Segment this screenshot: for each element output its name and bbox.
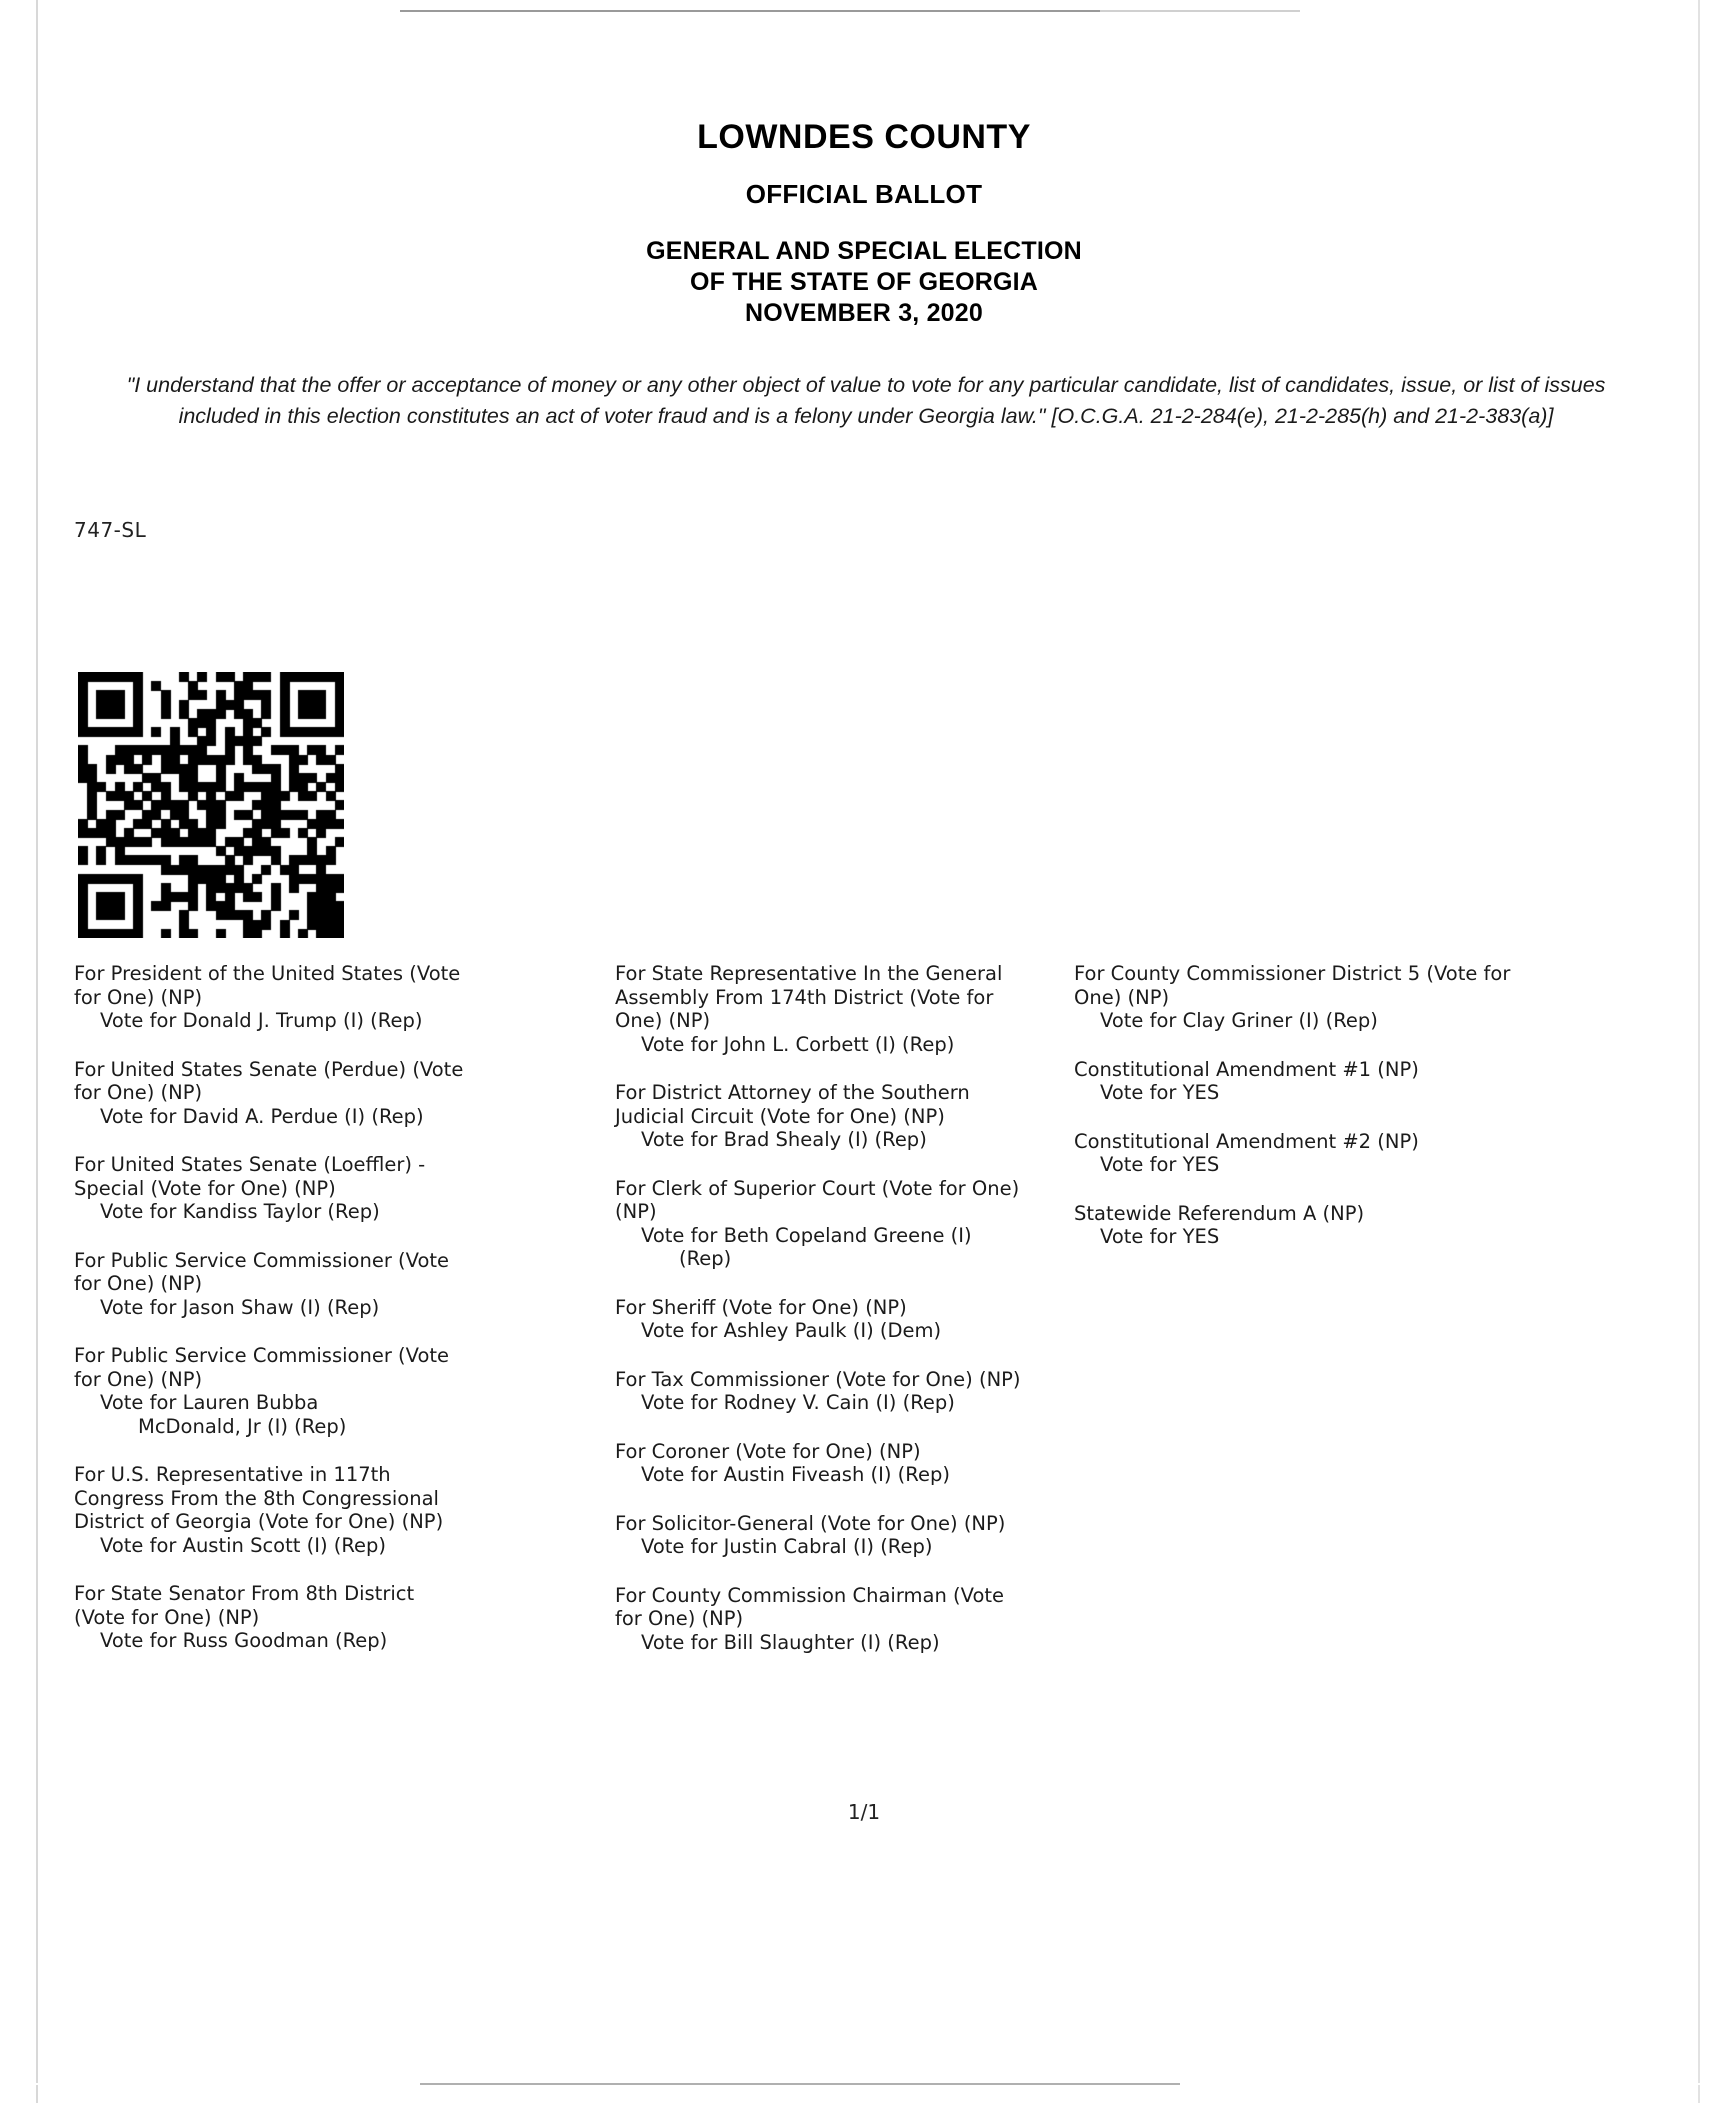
contest <box>1074 1202 1534 1249</box>
contest-selection <box>1074 1009 1534 1033</box>
contest-selection <box>615 1033 1035 1057</box>
election-title-line-2: OF THE STATE OF GEORGIA <box>689 268 1039 296</box>
contest-title: For United States Senate (Loeffler) - Special (Vote for One) (NP) <box>74 1153 426 1200</box>
contest-selection-text: Vote for Rodney V. Cain (I) (Rep) <box>641 1391 955 1414</box>
column-3 <box>1074 962 1534 1274</box>
election-date: NOVEMBER 3, 2020 <box>744 299 983 327</box>
contest <box>615 1440 1035 1487</box>
contest-selection-text: Vote for YES <box>1100 1225 1220 1248</box>
contest <box>74 962 466 1033</box>
contest <box>615 962 1035 1056</box>
contest-selection-text: Vote for Jason Shaw (I) (Rep) <box>100 1295 380 1319</box>
contest <box>615 1296 1035 1343</box>
contest-selection <box>615 1128 1035 1152</box>
contest-selection <box>615 1631 1035 1655</box>
contest-title: For District Attorney of the Southern Judicial Circuit (Vote for One) (NP) <box>615 1081 970 1128</box>
contest-selection-text-continued: McDonald, Jr (I) (Rep) <box>138 1414 347 1438</box>
contest-title: For Public Service Commissioner (Vote for One) (NP) <box>74 1344 450 1391</box>
contest-selection-text: Vote for Clay Griner (I) (Rep) <box>1100 1009 1378 1032</box>
contest-selection-text: Vote for Justin Cabral (I) (Rep) <box>641 1535 933 1558</box>
contest <box>74 1249 466 1320</box>
contest <box>74 1344 466 1438</box>
contest-selection-text: Vote for YES <box>1100 1153 1220 1176</box>
contest <box>74 1058 466 1129</box>
contest-columns <box>74 962 1654 1742</box>
county-title: LOWNDES COUNTY <box>697 118 1031 156</box>
contest-title: For Solicitor-General (Vote for One) (NP) <box>615 1511 1006 1535</box>
ballot-header <box>0 118 1728 329</box>
contest-title: For Coroner (Vote for One) (NP) <box>615 1439 921 1463</box>
contest-title: For State Representative In the General Assembly From 174th District (Vote for One) (NP) <box>615 962 1003 1032</box>
contest-title: For County Commissioner District 5 (Vote for One) (NP) <box>1074 962 1511 1009</box>
voter-oath-text: "I understand that the offer or acceptance of money or any other object of value to vote for any particular candidate, list of candidates, issue, or list of issues included in this election constitutes an act of voter fraud and is a felony under Georgia law." [O.C.G.A. 21-2-284(e), 21-2-285(h) and 21-2-383(a)] <box>126 373 1606 428</box>
contest-title: For Sheriff (Vote for One) (NP) <box>615 1295 907 1319</box>
contest-title: For U.S. Representative in 117th Congress From the 8th Congressional District of Georgia (Vote for One) (NP) <box>74 1463 444 1533</box>
contest-selection-text: Vote for Bill Slaughter (I) (Rep) <box>641 1630 940 1654</box>
page-number: 1/1 <box>847 1800 881 1824</box>
contest <box>615 1512 1035 1559</box>
election-title <box>0 236 1728 329</box>
contest-selection <box>74 1534 466 1558</box>
column-1 <box>74 962 466 1678</box>
contest-title: For Clerk of Superior Court (Vote for One) (NP) <box>615 1176 1020 1223</box>
contest-selection-text: Vote for Donald J. Trump (I) (Rep) <box>100 1009 423 1032</box>
contest-selection-text: Vote for Austin Scott (I) (Rep) <box>100 1533 387 1557</box>
contest-selection-text: Vote for Kandiss Taylor (Rep) <box>100 1200 380 1223</box>
contest-selection <box>74 1391 466 1438</box>
contest-title: For Tax Commissioner (Vote for One) (NP) <box>615 1367 1021 1391</box>
contest-selection <box>1074 1225 1534 1249</box>
contest <box>615 1584 1035 1655</box>
contest <box>74 1463 466 1557</box>
contest <box>1074 962 1534 1033</box>
contest-title: Constitutional Amendment #1 (NP) <box>1074 1057 1419 1081</box>
contest <box>615 1368 1035 1415</box>
contest-selection-text: Vote for YES <box>1100 1081 1220 1104</box>
contest-selection-text-continued: (Rep) <box>679 1247 732 1270</box>
contest-selection <box>615 1319 1035 1343</box>
contest <box>1074 1058 1534 1105</box>
contest-selection <box>1074 1153 1534 1177</box>
contest-selection <box>74 1296 466 1320</box>
contest-selection <box>615 1224 1035 1271</box>
contest-selection <box>74 1629 466 1653</box>
contest-selection <box>615 1463 1035 1487</box>
contest-title: Constitutional Amendment #2 (NP) <box>1074 1129 1419 1153</box>
contest-title: Statewide Referendum A (NP) <box>1074 1201 1365 1225</box>
contest-title: For State Senator From 8th District (Vote for One) (NP) <box>74 1582 415 1629</box>
contest-title: For President of the United States (Vote for One) (NP) <box>74 962 461 1009</box>
contest-title: For United States Senate (Perdue) (Vote for One) (NP) <box>74 1057 464 1104</box>
contest <box>615 1081 1035 1152</box>
contest-selection-text: Vote for Austin Fiveash (I) (Rep) <box>641 1463 950 1486</box>
contest-selection <box>74 1009 466 1033</box>
contest-selection-text: Vote for Russ Goodman (Rep) <box>100 1629 388 1652</box>
contest-selection-text: Vote for John L. Corbett (I) (Rep) <box>641 1032 955 1056</box>
contest-selection-text: Vote for Ashley Paulk (I) (Dem) <box>641 1319 942 1342</box>
contest-selection-text: Vote for David A. Perdue (I) (Rep) <box>100 1104 424 1128</box>
official-ballot-label: OFFICIAL BALLOT <box>745 179 983 209</box>
contest-selection-text: Vote for Brad Shealy (I) (Rep) <box>641 1128 927 1151</box>
ballot-style-id: 747-SL <box>74 518 147 542</box>
contest-selection <box>615 1391 1035 1415</box>
contest <box>74 1153 466 1224</box>
contest-title: For Public Service Commissioner (Vote for One) (NP) <box>74 1248 450 1295</box>
contest-selection <box>74 1200 466 1224</box>
contest-selection <box>74 1105 466 1129</box>
scan-edge-bottom <box>0 2083 1728 2085</box>
election-title-line-1: GENERAL AND SPECIAL ELECTION <box>646 237 1082 265</box>
column-2 <box>615 962 1035 1679</box>
contest <box>615 1177 1035 1271</box>
contest <box>1074 1130 1534 1177</box>
contest-selection <box>1074 1081 1534 1105</box>
contest-selection <box>615 1535 1035 1559</box>
ballot-qr-code <box>78 672 344 938</box>
contest <box>74 1582 466 1653</box>
contest-title: For County Commission Chairman (Vote for One) (NP) <box>615 1583 1005 1630</box>
contest-selection-text: Vote for Lauren Bubba <box>100 1391 319 1414</box>
contest-selection-text: Vote for Beth Copeland Greene (I) <box>641 1223 972 1247</box>
scan-edge-top <box>0 10 1728 12</box>
